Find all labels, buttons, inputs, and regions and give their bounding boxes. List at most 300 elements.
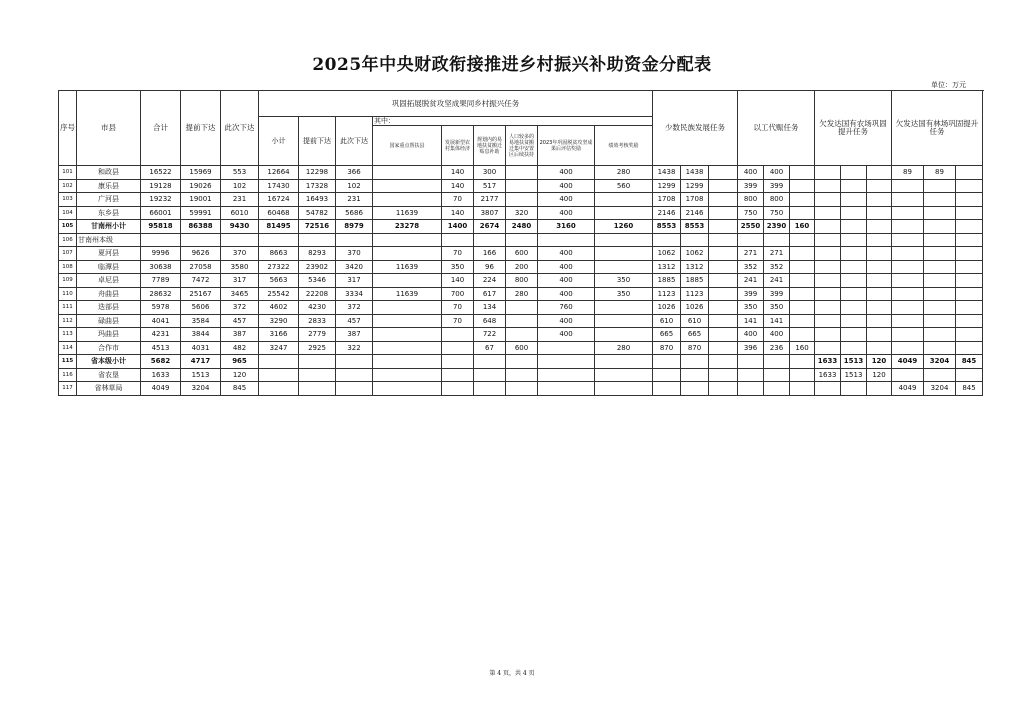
cell-current: 482 [221, 341, 259, 355]
cell-forest-early [924, 341, 956, 355]
cell-c-early: 72516 [299, 220, 336, 234]
cell-work-subtotal: 350 [738, 301, 764, 315]
cell-key-county [373, 193, 442, 207]
cell-work-subtotal [738, 233, 764, 247]
col-c-subtotal: 小计 [259, 117, 299, 166]
cell-forest-early [924, 274, 956, 288]
cell-forest-early [924, 260, 956, 274]
cell-total: 4513 [141, 341, 181, 355]
cell-work-early [764, 233, 790, 247]
cell-ethnic-current [709, 382, 738, 396]
cell-work-early: 750 [764, 206, 790, 220]
group-work-relief: 以工代赈任务 [738, 91, 815, 166]
cell-ethnic-subtotal [653, 355, 681, 369]
cell-ethnic-early: 870 [681, 341, 709, 355]
cell-work-subtotal: 396 [738, 341, 764, 355]
cell-relocation: 96 [474, 260, 506, 274]
cell-work-subtotal: 141 [738, 314, 764, 328]
cell-big-relocation [506, 179, 538, 193]
cell-name: 广河县 [77, 193, 141, 207]
cell-name: 合作市 [77, 341, 141, 355]
cell-name: 省本级小计 [77, 355, 141, 369]
cell-total: 4041 [141, 314, 181, 328]
cell-ethnic-early: 8553 [681, 220, 709, 234]
cell-name: 舟曲县 [77, 287, 141, 301]
cell-work-early: 399 [764, 287, 790, 301]
col-current: 此次下达 [221, 91, 259, 166]
cell-name: 省林草局 [77, 382, 141, 396]
cell-c-current [336, 233, 373, 247]
allocation-table [58, 90, 983, 396]
cell-ethnic-current [709, 233, 738, 247]
cell-work-early: 399 [764, 179, 790, 193]
cell-farm-subtotal: 1633 [815, 368, 841, 382]
col-key-county: 国家重点帮扶县 [373, 126, 442, 166]
cell-c-early: 54782 [299, 206, 336, 220]
cell-farm-subtotal [815, 301, 841, 315]
cell-key-county [373, 382, 442, 396]
cell-ethnic-subtotal: 1026 [653, 301, 681, 315]
cell-total [141, 233, 181, 247]
cell-relocation: 224 [474, 274, 506, 288]
cell-seq: 117 [59, 382, 77, 396]
cell-forest-early [924, 328, 956, 342]
cell-performance-award: 280 [595, 341, 653, 355]
cell-early: 1513 [181, 368, 221, 382]
cell-key-county [373, 179, 442, 193]
cell-ethnic-subtotal: 1438 [653, 166, 681, 180]
cell-farm-early [841, 301, 867, 315]
cell-new-collective: 140 [442, 274, 474, 288]
cell-work-current [790, 179, 815, 193]
cell-forest-current [956, 179, 983, 193]
cell-farm-subtotal [815, 193, 841, 207]
cell-farm-current [867, 287, 892, 301]
cell-farm-early [841, 179, 867, 193]
cell-forest-current: 845 [956, 355, 983, 369]
cell-early: 19001 [181, 193, 221, 207]
cell-forest-subtotal [892, 179, 924, 193]
cell-ethnic-subtotal: 1312 [653, 260, 681, 274]
cell-work-subtotal [738, 355, 764, 369]
cell-early: 4717 [181, 355, 221, 369]
cell-ethnic-early: 1123 [681, 287, 709, 301]
cell-forest-early [924, 233, 956, 247]
cell-current: 3465 [221, 287, 259, 301]
cell-performance-award: 350 [595, 274, 653, 288]
cell-farm-subtotal [815, 179, 841, 193]
cell-relocation [474, 382, 506, 396]
cell-assessment-2023 [538, 382, 595, 396]
cell-farm-early [841, 206, 867, 220]
cell-assessment-2023: 400 [538, 247, 595, 261]
cell-seq: 106 [59, 233, 77, 247]
cell-c-current: 366 [336, 166, 373, 180]
cell-performance-award [595, 233, 653, 247]
cell-seq: 115 [59, 355, 77, 369]
col-seq: 序号 [59, 91, 77, 166]
cell-c-subtotal [259, 382, 299, 396]
cell-farm-subtotal [815, 287, 841, 301]
cell-big-relocation [506, 355, 538, 369]
cell-work-current [790, 287, 815, 301]
cell-ethnic-current [709, 301, 738, 315]
cell-farm-early [841, 260, 867, 274]
cell-farm-current [867, 382, 892, 396]
cell-current: 387 [221, 328, 259, 342]
cell-farm-subtotal [815, 314, 841, 328]
cell-forest-current [956, 368, 983, 382]
cell-farm-subtotal [815, 260, 841, 274]
cell-ethnic-subtotal: 1708 [653, 193, 681, 207]
cell-key-county [373, 247, 442, 261]
cell-name: 省农垦 [77, 368, 141, 382]
cell-assessment-2023 [538, 341, 595, 355]
cell-key-county [373, 368, 442, 382]
page-title: 2025年中央财政衔接推进乡村振兴补助资金分配表 [312, 55, 712, 75]
cell-farm-subtotal [815, 247, 841, 261]
cell-name: 夏河县 [77, 247, 141, 261]
cell-name: 临潭县 [77, 260, 141, 274]
cell-current: 317 [221, 274, 259, 288]
cell-c-subtotal: 60468 [259, 206, 299, 220]
cell-forest-current [956, 166, 983, 180]
cell-work-subtotal [738, 382, 764, 396]
cell-performance-award: 350 [595, 287, 653, 301]
group-ethnic: 少数民族发展任务 [653, 91, 738, 166]
cell-forest-current [956, 301, 983, 315]
cell-current: 9430 [221, 220, 259, 234]
cell-c-early: 8293 [299, 247, 336, 261]
cell-current: 231 [221, 193, 259, 207]
table-row [59, 260, 983, 274]
cell-farm-subtotal [815, 233, 841, 247]
cell-total: 28632 [141, 287, 181, 301]
cell-work-early: 400 [764, 328, 790, 342]
cell-forest-current [956, 274, 983, 288]
cell-seq: 113 [59, 328, 77, 342]
cell-current: 6010 [221, 206, 259, 220]
cell-farm-subtotal [815, 328, 841, 342]
cell-early: 5606 [181, 301, 221, 315]
group-consolidate: 巩固拓展脱贫攻坚成果同乡村振兴任务 [259, 91, 653, 117]
cell-work-current: 160 [790, 220, 815, 234]
cell-performance-award [595, 314, 653, 328]
cell-ethnic-early [681, 233, 709, 247]
cell-forest-current: 845 [956, 382, 983, 396]
cell-c-subtotal: 17430 [259, 179, 299, 193]
cell-new-collective [442, 328, 474, 342]
cell-forest-current [956, 314, 983, 328]
cell-assessment-2023: 400 [538, 314, 595, 328]
cell-total: 66001 [141, 206, 181, 220]
cell-big-relocation: 2480 [506, 220, 538, 234]
cell-forest-current [956, 193, 983, 207]
cell-farm-early [841, 166, 867, 180]
cell-current: 965 [221, 355, 259, 369]
table-row [59, 166, 983, 180]
cell-ethnic-subtotal [653, 382, 681, 396]
cell-seq: 110 [59, 287, 77, 301]
cell-ethnic-subtotal [653, 233, 681, 247]
cell-c-early: 17328 [299, 179, 336, 193]
cell-new-collective: 140 [442, 166, 474, 180]
cell-seq: 101 [59, 166, 77, 180]
cell-key-county: 11639 [373, 260, 442, 274]
cell-c-subtotal [259, 368, 299, 382]
cell-key-county [373, 314, 442, 328]
cell-new-collective: 350 [442, 260, 474, 274]
cell-total: 30638 [141, 260, 181, 274]
cell-ethnic-current [709, 328, 738, 342]
cell-work-early: 350 [764, 301, 790, 315]
cell-name: 迭部县 [77, 301, 141, 315]
cell-performance-award [595, 206, 653, 220]
cell-c-subtotal [259, 233, 299, 247]
cell-ethnic-early: 1312 [681, 260, 709, 274]
cell-ethnic-early: 1026 [681, 301, 709, 315]
cell-forest-subtotal [892, 233, 924, 247]
table-row [59, 368, 983, 382]
cell-c-early [299, 355, 336, 369]
cell-ethnic-current [709, 287, 738, 301]
cell-total: 16522 [141, 166, 181, 180]
cell-performance-award [595, 247, 653, 261]
cell-forest-subtotal [892, 260, 924, 274]
cell-c-subtotal: 4602 [259, 301, 299, 315]
cell-name: 甘南州小计 [77, 220, 141, 234]
cell-ethnic-current [709, 193, 738, 207]
cell-ethnic-early: 1708 [681, 193, 709, 207]
cell-ethnic-current [709, 341, 738, 355]
cell-c-current: 231 [336, 193, 373, 207]
cell-ethnic-early: 1438 [681, 166, 709, 180]
col-performance-award: 绩效考核奖励 [595, 126, 653, 166]
cell-farm-early [841, 220, 867, 234]
cell-relocation [474, 355, 506, 369]
cell-work-early: 271 [764, 247, 790, 261]
cell-seq: 105 [59, 220, 77, 234]
cell-c-early: 2779 [299, 328, 336, 342]
cell-c-current: 8979 [336, 220, 373, 234]
table-row [59, 220, 983, 234]
cell-c-early: 12298 [299, 166, 336, 180]
cell-farm-current [867, 179, 892, 193]
cell-farm-early [841, 193, 867, 207]
cell-c-subtotal: 3247 [259, 341, 299, 355]
cell-c-early: 4230 [299, 301, 336, 315]
cell-work-early: 141 [764, 314, 790, 328]
col-c-early: 提前下达 [299, 117, 336, 166]
cell-seq: 111 [59, 301, 77, 315]
cell-ethnic-current [709, 206, 738, 220]
cell-c-subtotal: 25542 [259, 287, 299, 301]
cell-farm-current [867, 314, 892, 328]
cell-ethnic-early [681, 382, 709, 396]
cell-forest-subtotal: 4049 [892, 382, 924, 396]
cell-c-subtotal: 3166 [259, 328, 299, 342]
cell-ethnic-subtotal: 8553 [653, 220, 681, 234]
cell-work-current [790, 193, 815, 207]
table-row [59, 233, 983, 247]
cell-forest-early: 89 [924, 166, 956, 180]
cell-c-early [299, 382, 336, 396]
cell-work-current [790, 368, 815, 382]
cell-c-current: 370 [336, 247, 373, 261]
cell-current: 457 [221, 314, 259, 328]
cell-early: 19026 [181, 179, 221, 193]
cell-big-relocation [506, 368, 538, 382]
cell-ethnic-current [709, 355, 738, 369]
cell-c-current [336, 355, 373, 369]
cell-performance-award [595, 355, 653, 369]
cell-seq: 116 [59, 368, 77, 382]
table-row [59, 206, 983, 220]
cell-farm-early [841, 341, 867, 355]
cell-c-subtotal: 8663 [259, 247, 299, 261]
cell-c-subtotal [259, 355, 299, 369]
cell-work-early: 800 [764, 193, 790, 207]
cell-work-subtotal [738, 368, 764, 382]
cell-big-relocation [506, 193, 538, 207]
cell-name: 碌曲县 [77, 314, 141, 328]
cell-performance-award [595, 193, 653, 207]
cell-forest-current [956, 247, 983, 261]
cell-ethnic-current [709, 314, 738, 328]
cell-farm-current [867, 301, 892, 315]
cell-seq: 107 [59, 247, 77, 261]
cell-total: 19128 [141, 179, 181, 193]
cell-key-county [373, 166, 442, 180]
table-row [59, 355, 983, 369]
cell-seq: 102 [59, 179, 77, 193]
cell-early: 15969 [181, 166, 221, 180]
cell-seq: 103 [59, 193, 77, 207]
cell-big-relocation: 200 [506, 260, 538, 274]
cell-farm-subtotal [815, 382, 841, 396]
cell-performance-award: 560 [595, 179, 653, 193]
cell-assessment-2023 [538, 233, 595, 247]
cell-ethnic-subtotal: 2146 [653, 206, 681, 220]
cell-early: 59991 [181, 206, 221, 220]
cell-farm-current [867, 260, 892, 274]
cell-new-collective: 70 [442, 314, 474, 328]
cell-assessment-2023: 400 [538, 166, 595, 180]
cell-total: 7789 [141, 274, 181, 288]
cell-ethnic-subtotal: 610 [653, 314, 681, 328]
cell-key-county: 11639 [373, 287, 442, 301]
cell-name: 和政县 [77, 166, 141, 180]
cell-forest-current [956, 328, 983, 342]
cell-farm-early: 1513 [841, 368, 867, 382]
cell-relocation: 300 [474, 166, 506, 180]
col-early: 提前下达 [181, 91, 221, 166]
cell-early [181, 233, 221, 247]
cell-key-county: 11639 [373, 206, 442, 220]
table-row [59, 287, 983, 301]
cell-forest-subtotal [892, 341, 924, 355]
cell-assessment-2023: 3160 [538, 220, 595, 234]
cell-big-relocation [506, 328, 538, 342]
cell-farm-early [841, 382, 867, 396]
cell-forest-subtotal [892, 193, 924, 207]
cell-c-early: 2925 [299, 341, 336, 355]
cell-new-collective: 70 [442, 193, 474, 207]
cell-ethnic-subtotal [653, 368, 681, 382]
cell-c-early [299, 368, 336, 382]
cell-work-subtotal: 2550 [738, 220, 764, 234]
cell-work-early: 236 [764, 341, 790, 355]
cell-forest-subtotal [892, 220, 924, 234]
table-row [59, 193, 983, 207]
cell-farm-early [841, 247, 867, 261]
cell-seq: 109 [59, 274, 77, 288]
cell-forest-early [924, 301, 956, 315]
cell-early: 3204 [181, 382, 221, 396]
table-body [59, 166, 983, 396]
cell-work-current [790, 301, 815, 315]
cell-forest-subtotal [892, 206, 924, 220]
col-c-current: 此次下达 [336, 117, 373, 166]
cell-work-current [790, 247, 815, 261]
cell-big-relocation [506, 382, 538, 396]
cell-ethnic-early: 610 [681, 314, 709, 328]
cell-assessment-2023: 400 [538, 206, 595, 220]
cell-assessment-2023: 400 [538, 274, 595, 288]
cell-ethnic-early [681, 355, 709, 369]
cell-current: 372 [221, 301, 259, 315]
cell-farm-subtotal [815, 206, 841, 220]
cell-assessment-2023: 760 [538, 301, 595, 315]
cell-forest-current [956, 341, 983, 355]
cell-farm-current: 120 [867, 355, 892, 369]
cell-farm-current [867, 341, 892, 355]
cell-assessment-2023: 400 [538, 179, 595, 193]
cell-current: 845 [221, 382, 259, 396]
cell-relocation: 2674 [474, 220, 506, 234]
cell-key-county [373, 341, 442, 355]
cell-farm-current: 120 [867, 368, 892, 382]
cell-current: 102 [221, 179, 259, 193]
cell-assessment-2023 [538, 355, 595, 369]
cell-big-relocation [506, 166, 538, 180]
col-total: 合计 [141, 91, 181, 166]
cell-relocation: 134 [474, 301, 506, 315]
cell-ethnic-current [709, 260, 738, 274]
cell-work-subtotal: 399 [738, 179, 764, 193]
cell-new-collective [442, 368, 474, 382]
cell-c-early: 22208 [299, 287, 336, 301]
cell-name: 东乡县 [77, 206, 141, 220]
cell-ethnic-subtotal: 665 [653, 328, 681, 342]
cell-farm-current [867, 233, 892, 247]
cell-ethnic-early: 665 [681, 328, 709, 342]
col-relocation-interest: 规划内的易地扶贫搬迁贴息补助 [474, 126, 506, 166]
cell-big-relocation: 320 [506, 206, 538, 220]
col-county: 市县 [77, 91, 141, 166]
cell-farm-early [841, 287, 867, 301]
table-row [59, 179, 983, 193]
cell-current: 3580 [221, 260, 259, 274]
cell-work-current [790, 260, 815, 274]
cell-early: 86388 [181, 220, 221, 234]
cell-work-subtotal: 399 [738, 287, 764, 301]
cell-c-early: 16493 [299, 193, 336, 207]
cell-early: 27058 [181, 260, 221, 274]
cell-c-early: 2833 [299, 314, 336, 328]
cell-farm-subtotal [815, 341, 841, 355]
cell-work-early [764, 355, 790, 369]
